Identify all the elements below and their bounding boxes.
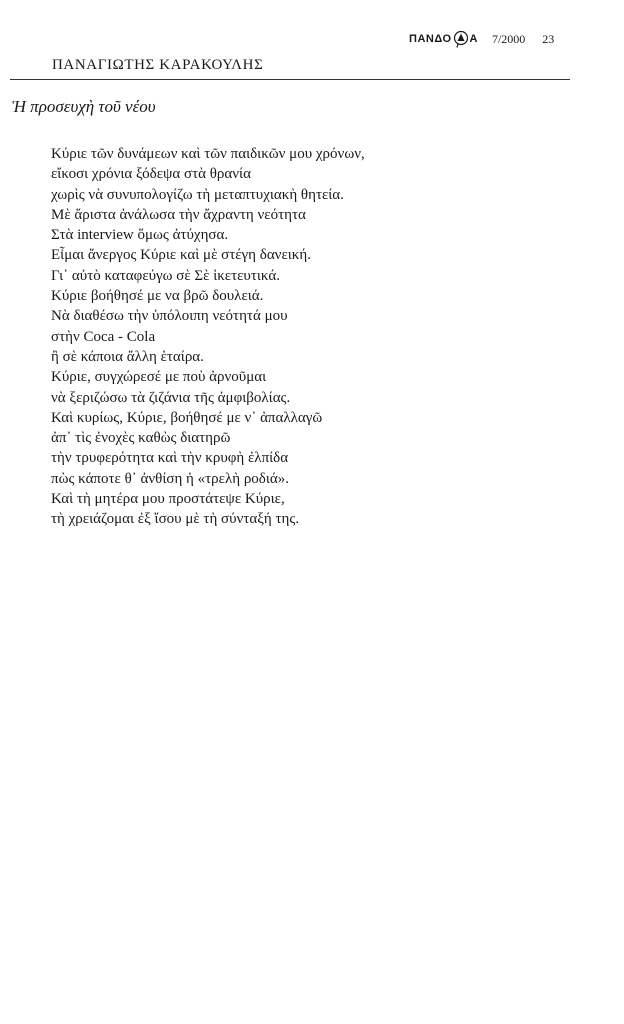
poem-body bbox=[51, 144, 365, 530]
poem-line: Κύριε τῶν δυνάμεων καὶ τῶν παιδικῶν μου χρόνων, bbox=[51, 146, 365, 162]
poem-line: Νὰ διαθέσω τὴν ὑπόλοιπη νεότητά μου bbox=[51, 308, 288, 325]
poem-line: νὰ ξεριζώσω τὰ ζιζάνια τῆς ἀμφιβολίας. bbox=[51, 389, 291, 406]
poem-line: τὴ χρειάζομαι ἐξ ἴσου μὲ τὴ σύνταξή της. bbox=[51, 511, 300, 528]
poem-line: πὼς κάποτε θ᾽ ἀνθίση ἡ «τρελὴ ροδιά». bbox=[51, 470, 290, 487]
poem-line: Μὲ ἄριστα ἀνάλωσα τὴν ἄχραντη νεότητα bbox=[51, 206, 306, 223]
logo-text-left: ΠΑΝΔΟ bbox=[409, 33, 452, 45]
poem-line: Στὰ interview ὅμως ἀτύχησα. bbox=[51, 227, 229, 244]
poem-line: τὴν τρυφερότητα καὶ τὴν κρυφὴ ἐλπίδα bbox=[51, 450, 289, 467]
issue-number: 7/2000 bbox=[491, 31, 526, 46]
running-header bbox=[409, 30, 554, 48]
pandora-logo-icon bbox=[453, 30, 469, 48]
poem-line: εἴκοσι χρόνια ξόδεψα στὰ θρανία bbox=[51, 166, 251, 183]
poem-line: ἢ σὲ κάποια ἄλλη ἑταίρα. bbox=[51, 348, 204, 365]
logo-text-right: Α bbox=[469, 33, 478, 45]
poem-line: χωρὶς νὰ συνυπολογίζω τὴ μεταπτυχιακὴ θητεία. bbox=[51, 186, 344, 203]
journal-logo bbox=[409, 30, 478, 48]
poem-line: ἀπ᾽ τὶς ἐνοχὲς καθὼς διατηρῶ bbox=[51, 430, 231, 447]
header-rule bbox=[10, 79, 570, 80]
poem-line: Γι᾽ αὐτὸ καταφεύγω σὲ Σὲ ἱκετευτικά. bbox=[51, 267, 280, 284]
poem-title: Ἡ προσευχὴ τοῦ νέου bbox=[12, 97, 156, 116]
page-number: 23 bbox=[542, 31, 555, 46]
poem-line: Καὶ κυρίως, Κύριε, βοήθησέ με ν᾽ ἀπαλλαγῶ bbox=[51, 409, 323, 426]
poem-line: Κύριε βοήθησέ με να βρῶ δουλειά. bbox=[51, 288, 264, 305]
poem-line: στὴν Coca - Cola bbox=[51, 328, 156, 345]
poem-line: Κύριε, συγχώρεσέ με ποὺ ἀρνοῦμαι bbox=[51, 369, 267, 386]
poem-line: Εἶμαι ἄνεργος Κύριε καὶ μὲ στέγη δανεική. bbox=[51, 247, 311, 264]
poem-line: Καὶ τὴ μητέρα μου προστάτεψε Κύριε, bbox=[51, 491, 285, 508]
author-name: ΠΑΝΑΓΙΩΤΗΣ ΚΑΡΑΚΟΥΛΗΣ bbox=[52, 57, 264, 73]
